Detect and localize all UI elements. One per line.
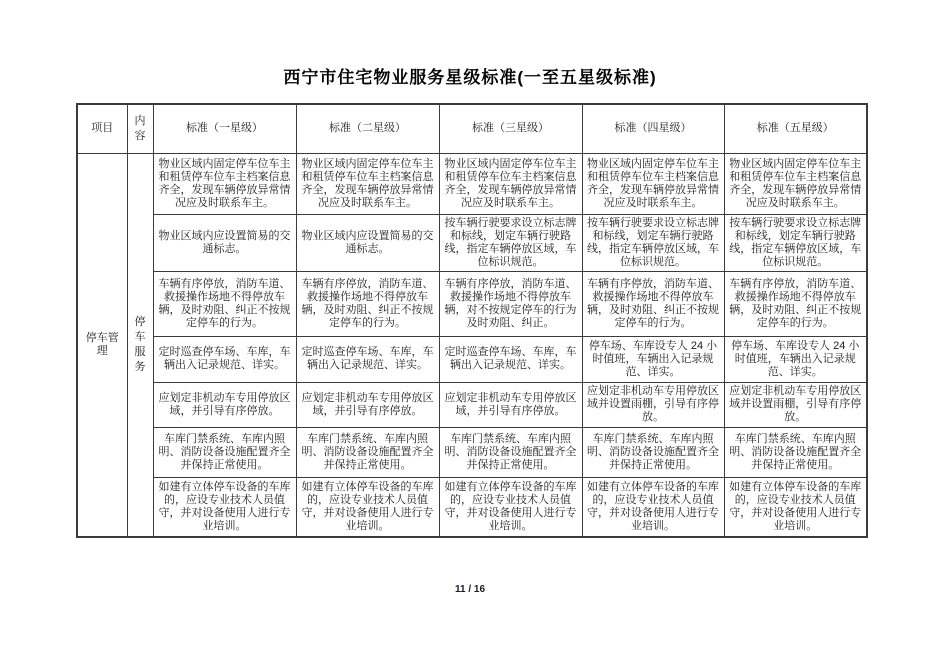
table-row [77, 427, 867, 477]
table-cell: 定时巡查停车场、车库，车辆出入记录规范、详实。 [296, 336, 439, 382]
table-cell: 如建有立体停车设备的车库的，应设专业技术人员值守，并对设备使用人进行专业培训。 [439, 477, 582, 537]
table-cell: 物业区域内应设置简易的交通标志。 [153, 214, 296, 271]
col-header-star1: 标准（一星级） [153, 104, 296, 153]
col-header-star3: 标准（三星级） [439, 104, 582, 153]
col-header-project: 项目 [77, 104, 127, 153]
header-row [77, 104, 867, 153]
table-cell: 车辆有序停放，消防车道、救援操作场地不得停放车辆，及时劝阻、纠正不按规定停车的行为。 [296, 271, 439, 336]
table-cell: 定时巡查停车场、车库，车辆出入记录规范、详实。 [439, 336, 582, 382]
col-header-star2: 标准（二星级） [296, 104, 439, 153]
table-cell: 物业区域内固定停车位车主和租赁停车位车主档案信息齐全，发现车辆停放异常情况应及时联系车主。 [582, 153, 724, 214]
table-row [77, 477, 867, 537]
category-cell: 停车管理 [77, 153, 127, 537]
table-cell: 如建有立体停车设备的车库的，应设专业技术人员值守，并对设备使用人进行专业培训。 [153, 477, 296, 537]
table-cell: 应划定非机动车专用停放区域并设置雨棚，引导有序停放。 [582, 382, 724, 427]
table-cell: 如建有立体停车设备的车库的，应设专业技术人员值守，并对设备使用人进行专业培训。 [296, 477, 439, 537]
table-cell: 按车辆行驶要求设立标志牌和标线，划定车辆行驶路线，指定车辆停放区域，车位标识规范。 [439, 214, 582, 271]
standards-table [76, 103, 868, 538]
table-cell: 车库门禁系统、车库内照明、消防设备设施配置齐全并保持正常使用。 [296, 427, 439, 477]
table-cell: 车库门禁系统、车库内照明、消防设备设施配置齐全并保持正常使用。 [439, 427, 582, 477]
page-number: 11 / 16 [454, 584, 486, 595]
table-cell: 车辆有序停放，消防车道、救援操作场地不得停放车辆，对不按规定停车的行为及时劝阻、纠正。 [439, 271, 582, 336]
table-cell: 车辆有序停放，消防车道、救援操作场地不得停放车辆，及时劝阻、纠正不按规定停车的行为。 [724, 271, 867, 336]
table-cell: 物业区域内固定停车位车主和租赁停车位车主档案信息齐全，发现车辆停放异常情况应及时联系车主。 [296, 153, 439, 214]
table-row [77, 153, 867, 214]
table-row [77, 336, 867, 382]
table-row [77, 382, 867, 427]
table-cell: 如建有立体停车设备的车库的，应设专业技术人员值守，并对设备使用人进行专业培训。 [582, 477, 724, 537]
table-cell: 车库门禁系统、车库内照明、消防设备设施配置齐全并保持正常使用。 [153, 427, 296, 477]
col-header-star4: 标准（四星级） [582, 104, 724, 153]
table-cell: 车辆有序停放，消防车道、救援操作场地不得停放车辆，及时劝阻、纠正不按规定停车的行为。 [582, 271, 724, 336]
table-cell: 物业区域内应设置简易的交通标志。 [296, 214, 439, 271]
table-row [77, 214, 867, 271]
table-cell: 应划定非机动车专用停放区域，并引导有序停放。 [439, 382, 582, 427]
table-cell: 应划定非机动车专用停放区域，并引导有序停放。 [296, 382, 439, 427]
table-cell: 如建有立体停车设备的车库的，应设专业技术人员值守，并对设备使用人进行专业培训。 [724, 477, 867, 537]
subcategory-cell [127, 153, 153, 537]
col-header-content-label: 内容 [134, 114, 146, 142]
table-cell: 应划定非机动车专用停放区域，并引导有序停放。 [153, 382, 296, 427]
table-cell: 按车辆行驶要求设立标志牌和标线，划定车辆行驶路线，指定车辆停放区域，车位标识规范。 [724, 214, 867, 271]
subcategory-label: 停车服务 [134, 315, 146, 373]
table-cell: 物业区域内固定停车位车主和租赁停车位车主档案信息齐全，发现车辆停放异常情况应及时联系车主。 [153, 153, 296, 214]
col-header-content [127, 104, 153, 153]
table-cell: 应划定非机动车专用停放区域并设置雨棚，引导有序停放。 [724, 382, 867, 427]
table-cell: 按车辆行驶要求设立标志牌和标线，划定车辆行驶路线，指定车辆停放区域，车位标识规范。 [582, 214, 724, 271]
table-cell: 物业区域内固定停车位车主和租赁停车位车主档案信息齐全，发现车辆停放异常情况应及时联系车主。 [724, 153, 867, 214]
table-cell: 车库门禁系统、车库内照明、消防设备设施配置齐全并保持正常使用。 [724, 427, 867, 477]
table-cell: 车库门禁系统、车库内照明、消防设备设施配置齐全并保持正常使用。 [582, 427, 724, 477]
col-header-star5: 标准（五星级） [724, 104, 867, 153]
table-cell: 定时巡查停车场、车库，车辆出入记录规范、详实。 [153, 336, 296, 382]
table-cell: 停车场、车库设专人 24 小时值班，车辆出入记录规范、详实。 [582, 336, 724, 382]
page-title: 西宁市住宅物业服务星级标准(一至五星级标准) [283, 68, 657, 87]
table-cell: 停车场、车库设专人 24 小时值班，车辆出入记录规范、详实。 [724, 336, 867, 382]
table-cell: 车辆有序停放，消防车道、救援操作场地不得停放车辆，及时劝阻、纠正不按规定停车的行为。 [153, 271, 296, 336]
table-row [77, 271, 867, 336]
table-cell: 物业区域内固定停车位车主和租赁停车位车主档案信息齐全，发现车辆停放异常情况应及时联系车主。 [439, 153, 582, 214]
